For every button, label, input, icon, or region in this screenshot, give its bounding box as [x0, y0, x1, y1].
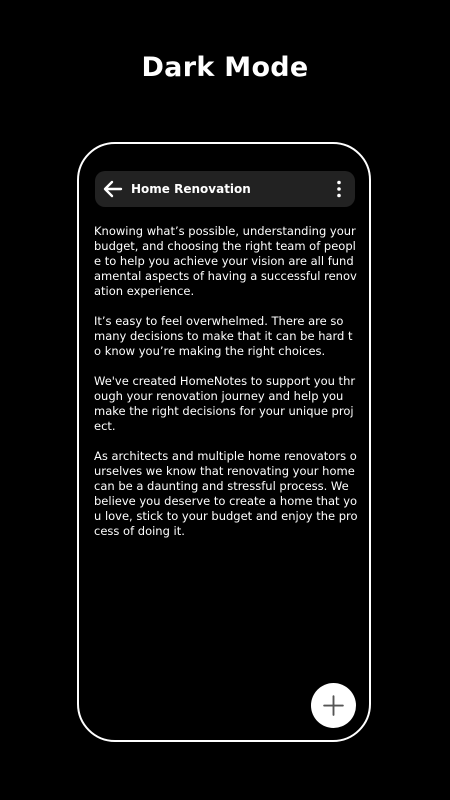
note-paragraph: It’s easy to feel overwhelmed. There are so many decisions to make that it can be hard to know you’re making the right choices. [94, 314, 353, 358]
plus-icon [321, 693, 346, 718]
app-bar [95, 171, 355, 207]
phone-frame [77, 142, 371, 742]
promo-title: Dark Mode [141, 52, 309, 83]
note-paragraph: Knowing what’s possible, understanding your budget, and choosing the right team of people to help you achieve your vision are all fundamental aspects of having a successful renovation experience. [94, 224, 357, 298]
more-vertical-icon[interactable] [327, 177, 351, 201]
note-title: Home Renovation [131, 182, 251, 196]
add-note-button[interactable] [311, 683, 356, 728]
arrow-left-icon[interactable] [101, 177, 125, 201]
note-body[interactable] [94, 224, 358, 554]
note-paragraph: We've created HomeNotes to support you through your renovation journey and help you make the right decisions for your unique project. [94, 374, 356, 433]
note-paragraph: As architects and multiple home renovators ourselves we know that renovating your home can be a daunting and stressful process. We believe you deserve to create a home that you love, stick to your budget and enjoy the process of doing it. [94, 449, 358, 538]
